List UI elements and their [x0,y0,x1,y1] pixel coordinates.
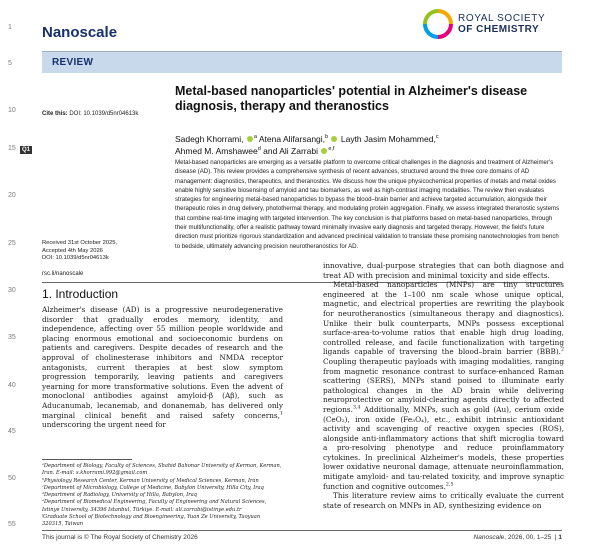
line-number: 5 [8,60,12,67]
query-marker[interactable]: Q1 [22,147,31,153]
publisher-line-1: ROYAL SOCIETY [458,13,546,24]
author-affiliation: b [325,134,329,141]
rsc-logo [420,6,580,42]
author-affiliation: c [435,134,439,141]
affiliation-item: ᶜDepartment of Microbiology, College of Medicine, Babylon University, Hilla City, Iraq [42,484,264,491]
affiliation-item: ᵃDepartment of Biology, Faculty of Sciences, Shahid Bahonar University of Kerman, Kerman, Iran. E-mail: s.khorrami.992@gmail.com [42,463,282,477]
author-name[interactable]: Layth Jasim Mohammed, [340,134,436,144]
line-number: 35 [8,334,16,341]
article-title: Metal-based nanoparticles' potential in Alzheimer's disease diagnosis, therapy and theranostics [175,84,528,113]
affiliation-item: ᵇPhysiology Research Center, Kerman University of Medical Sciences, Kerman, Iran [42,477,259,484]
affiliations [42,463,282,529]
body-column-left [42,305,283,430]
line-number: 30 [8,287,16,294]
author-name[interactable]: Ali Zarrabi [279,146,318,156]
line-number: 45 [8,428,16,435]
body-paragraph: Alzheimer's disease (AD) is a progressive neurodegenerative disorder that gradually erodes memory, identity, and independence, affecting over 55 million people worldwide and placing enormous emotional and socioeconomic burdens on patients and caregivers. Despite decades of research and the approval of cholinesterase inhibitors and NMDA receptor antagonists, current therapies at best slow symptom progression temporarily, leaving patients and caregivers yearning for more transformative solutions. Even the advent of monoclonal antibodies against amyloid-β (Aβ), such as Aducanumab, lecanemab, and donanemab, has delivered only marginal clinical benefit and raised safety concerns,$^1$ underscoring the urgent need for [42,305,283,430]
affiliation-rule [42,459,132,460]
line-number: 25 [8,240,16,247]
cite-label: Cite this: [42,111,68,117]
body-paragraph: innovative, dual-purpose strategies that can both diagnose and treat AD with precision and minimal toxicity and side effects. [323,261,564,280]
line-number: 50 [8,475,16,482]
article-type: REVIEW [52,57,94,68]
author-conjunction: and [263,146,278,156]
page-number: 1 [558,534,562,541]
received-date: Received 31st October 2025, [42,240,118,246]
author-name[interactable]: Ahmed M. Amshawee [175,146,258,156]
article-history [42,240,162,263]
affiliation-item: ᵉDepartment of Biomedical Engineering, Faculty of Engineering and Natural Sciences, Istinye University, 34396 Istanbul, Türkiye. E-mail: ali.zarrabi@istinye.edu.tr [42,499,267,513]
body-paragraph: Metal-based nanoparticles (MNPs) are tiny structures engineered at the 1–100 nm scale whose unique optical, magnetic, and electrical properties are rewriting the playbook for neurotheranostics (simultaneous therapy and diagnostics). Unlike their bulk counterparts, MNPs possess exceptional surface-area-to-volume ratios that enable high drug loading, controlled release, and facile functionalization with targeting ligands capable of traversing the blood–brain barrier (BBB).$^2$ Coupling therapeutic payloads with imaging modalities, ranging from magnetic resonance contrast to surface-enhanced Raman scattering (SERS), MNPs stand poised to illuminate early pathological changes in the AD brain while delivering neuroprotective or amyloid-clearing agents directly to affected regions.$^{3,4}$ Additionally, MNPs, such as gold (Au), cerium oxide (CeO₂), iron oxide (Fe₃O₄), etc., exhibit intrinsic antioxidant activity and scavenging of reactive oxygen species (ROS), alongside anti-inflammatory actions that shift microglia toward a pro-resolving phenotype and reduce proinflammatory cytokines. In preclinical Alzheimer's models, these properties lower oxidative neuronal damage, attenuate neuroinflammation, mitigate amyloid- and tau-related toxicity, and improve synaptic function and cognitive outcomes.$^{2,5}$ [323,280,564,491]
orcid-icon[interactable] [247,136,253,142]
body-paragraph: This literature review aims to critically evaluate the current state of research on MNPs in AD, synthesizing evidence on [323,491,564,510]
citation-ref[interactable]: 2,5 [445,482,454,488]
author-affiliation: e,f [328,146,335,153]
line-number: 40 [8,382,16,389]
author-affiliation: d [257,146,261,153]
accepted-date: Accepted 4th May 2026 [42,247,103,254]
footer-citation: Nanoscale, 2026, 00, 1–25 | 1 [473,534,562,541]
affiliation-item: ᵈDepartment of Radiology, University of Hilla, Babylon, Iraq [42,492,197,499]
journal-link[interactable]: rsc.li/nanoscale [42,271,84,277]
author-affiliation: a [253,134,257,141]
author-list [175,133,555,157]
line-number: 55 [8,521,16,528]
footer-journal: Nanoscale [473,534,505,541]
cite-line [42,111,138,117]
history-doi[interactable]: DOI: 10.1039/d5nr04613k [42,255,109,261]
citation-ref[interactable]: 1 [279,411,283,417]
publisher-line-2: OF CHEMISTRY [458,24,540,35]
line-number: 15 [8,145,16,152]
citation-ref[interactable]: 3,4 [352,405,361,411]
author-name[interactable]: Atena Alifarsangi, [258,134,326,144]
line-number: 10 [8,107,16,114]
body-column-right [323,261,564,510]
cite-doi[interactable]: DOI: 10.1039/d5nr04613k [69,111,139,117]
affiliation-item: ᶠGraduate School of Biotechnology and Bioengineering, Yuan Ze University, Taoyuan 320315, Taiwan [42,514,261,528]
section-heading: 1. Introduction [42,287,119,301]
abstract: Metal-based nanoparticles are emerging as a versatile platform to overcome critical challenges in the diagnosis and treatment of Alzheimer's disease (AD). This review provides a comprehensive synthesis of recent advances, structured around the three core domains of AD management: diagnostics, therapeutics, and theranostics. We discuss how the unique physicochemical properties of metals and metal oxides enable highly sensitive biosensing of amyloid and tau biomarkers, as well as high-contrast imaging modalities. The review then evaluates strategies for engineering metal-based nanoparticles to bypass the blood–brain barrier and achieve targeted accumulation, alongside their therapeutic roles in drug delivery, photothermal therapy, and modulating protein aggregation. Finally, we assess integrated theranostic systems that combine real-time imaging with targeted intervention. The key conclusion is that platforms based on metal-based nanoparticles, through their multifunctionality, offer a realistic pathway toward minimally invasive early diagnosis and targeted therapy. However, the field's future direction must prioritize rigorous standardization and advanced preclinical validation to translate these promising nanotechnologies from bench to bedside, ultimately advancing precision neurotheranostics for AD. [175,159,560,250]
rsc-logo-icon [422,8,454,40]
orcid-icon[interactable] [331,136,337,142]
footer-rule [42,530,562,531]
citation-ref[interactable]: 2 [560,347,564,353]
author-name[interactable]: Sadegh Khorrami, [175,134,244,144]
footer-volume: , 2026, 00, 1–25 [504,534,552,541]
journal-name: Nanoscale [42,24,118,41]
line-number: 1 [8,24,12,31]
line-number: 20 [8,192,16,199]
article-type-banner [42,52,562,73]
footer-copyright: This journal is © The Royal Society of Chemistry 2026 [42,534,198,541]
orcid-icon[interactable] [321,148,327,154]
